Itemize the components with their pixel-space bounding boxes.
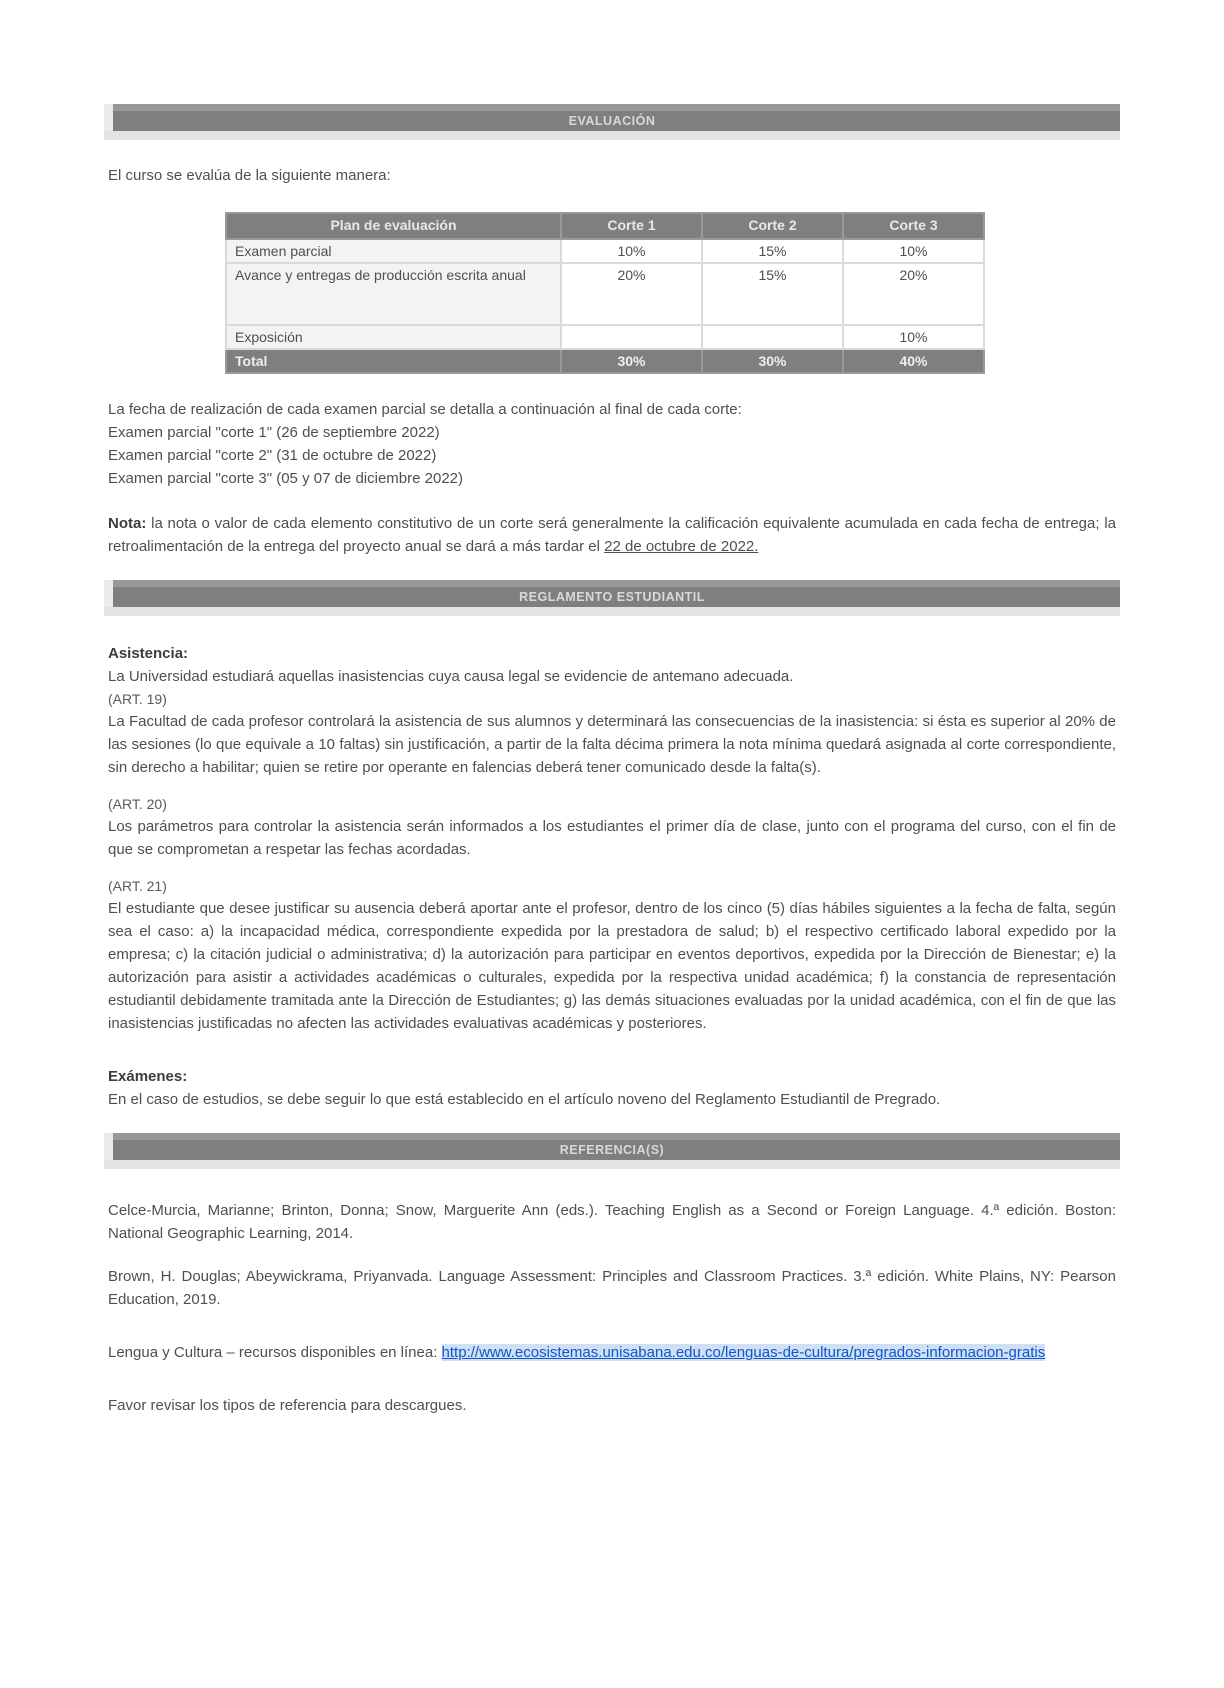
cell-value: 20%: [561, 263, 702, 325]
cell-value: [561, 325, 702, 349]
nota-paragraph: [108, 512, 1116, 558]
nota-highlighted-date: 22 de octubre de 2022.: [604, 538, 759, 555]
col-header-plan: Plan de evaluación: [226, 213, 561, 239]
article-ref: (ART. 20): [108, 796, 167, 812]
section-title-referencias: REFERENCIA(S): [104, 1140, 1120, 1160]
resources-hyperlink[interactable]: http://www.ecosistemas.unisabana.edu.co/lenguas-de-cultura/pregrados-informacion-gratis: [441, 1344, 1046, 1361]
cell-value: 10%: [843, 239, 984, 263]
section-bar-bottom-edge: [104, 131, 1120, 140]
table-row: [226, 239, 984, 263]
total-label: Total: [226, 349, 561, 373]
row-label-avance-entregas: Avance y entregas de producción escrita anual: [226, 263, 561, 325]
total-value-corte1: 30%: [561, 349, 702, 373]
section-bar-bottom-edge: [104, 1160, 1120, 1169]
section-bar-notch: [104, 104, 113, 131]
section-bar-top-edge: [104, 104, 1120, 111]
section-bar-notch: [104, 580, 113, 607]
cell-value: 10%: [843, 325, 984, 349]
nota-label: Nota:: [108, 515, 147, 532]
asistencia-heading: Asistencia:: [108, 645, 189, 662]
row-label-examen-parcial: Examen parcial: [226, 239, 561, 263]
section-bar-top-edge: [104, 1133, 1120, 1140]
document-page: [0, 104, 1224, 1417]
table-row: [226, 325, 984, 349]
article-ref: (ART. 21): [108, 878, 167, 894]
evaluation-table-header-row: [226, 213, 984, 239]
article-text: La Facultad de cada profesor controlará la asistencia de sus alumnos y determinará las consecuencias de la inasistencia: si ésta es superior al 20% de las sesiones (lo que equivale a 10 faltas) sin justificación, a partir de la falta décima primera la nota mínima quedará asignada al corte correspondiente, sin derecho a habilitar; quien se retire por operante en falencias deberá tener comunicado desde la falta(s).: [108, 713, 1116, 776]
cell-value: 10%: [561, 239, 702, 263]
section-header-reglamento: [104, 580, 1120, 616]
cell-value: 20%: [843, 263, 984, 325]
cell-value: [702, 325, 843, 349]
reference-item: Brown, H. Douglas; Abeywickrama, Priyanvada. Language Assessment: Principles and Classroom Practices. 3.ª edición. White Plains, NY: Pearson Education, 2019.: [108, 1268, 1116, 1308]
col-header-corte3: Corte 3: [843, 213, 984, 239]
section-bar-notch: [104, 1133, 113, 1160]
article-text: El estudiante que desee justificar su ausencia deberá aportar ante el profesor, dentro de los cinco (5) días hábiles siguientes a la fecha de falta, según sea el caso: a) la incapacidad médica, correspondiente expedida por la prestadora de salud; b) el respectivo certificado laboral expedido por la empresa; c) la citación judicial o administrativa; d) la autorización para participar en eventos deportivos, expedida por la Dirección de Bienestar; e) la autorización para asistir a actividades académicas o culturales, expedida por la respectiva unidad académica; f) la constancia de representación estudiantil debidamente tramitada ante la Dirección de Estudiantes; g) las demás situaciones evaluadas por la unidad académica, con el fin de que las inasistencias justificadas no afecten las actividades evaluativas académicas y posteriores.: [108, 900, 1116, 1032]
online-resources-line: [108, 1341, 1116, 1364]
section-title-evaluacion: EVALUACIÓN: [104, 111, 1120, 131]
examenes-text: En el caso de estudios, se debe seguir lo que está establecido en el artículo noveno del Reglamento Estudiantil de Pregrado.: [108, 1091, 941, 1108]
section-bar-top-edge: [104, 580, 1120, 587]
col-header-corte1: Corte 1: [561, 213, 702, 239]
table-total-row: [226, 349, 984, 373]
evaluation-table: [225, 212, 985, 374]
article-ref: (ART. 19): [108, 691, 167, 707]
exam-dates-intro: La fecha de realización de cada examen parcial se detalla a continuación al final de cada corte:: [108, 401, 742, 418]
cell-value: 15%: [702, 239, 843, 263]
references-footer-note: Favor revisar los tipos de referencia para descargues.: [108, 1397, 467, 1414]
evaluation-intro-text: El curso se evalúa de la siguiente manera:: [108, 167, 391, 184]
exam-date-item: Examen parcial "corte 3" (05 y 07 de diciembre 2022): [108, 470, 463, 487]
col-header-corte2: Corte 2: [702, 213, 843, 239]
exam-dates-block: [108, 398, 1116, 490]
reference-item: Celce-Murcia, Marianne; Brinton, Donna; Snow, Marguerite Ann (eds.). Teaching English as a Second or Foreign Language. 4.ª edición. Boston: National Geographic Learning, 2014.: [108, 1202, 1116, 1242]
cell-value: 15%: [702, 263, 843, 325]
table-row: [226, 263, 984, 325]
section-title-reglamento: REGLAMENTO ESTUDIANTIL: [104, 587, 1120, 607]
nota-text: la nota o valor de cada elemento constitutivo de un corte será generalmente la calificación equivalente acumulada en cada fecha de entrega; la retroalimentación de la entrega del proyecto anual se dará a más tardar el: [108, 515, 1116, 555]
row-label-exposicion: Exposición: [226, 325, 561, 349]
section-bar-bottom-edge: [104, 607, 1120, 616]
exam-date-item: Examen parcial "corte 1" (26 de septiembre 2022): [108, 424, 440, 441]
exam-date-item: Examen parcial "corte 2" (31 de octubre de 2022): [108, 447, 437, 464]
section-header-evaluacion: [104, 104, 1120, 140]
asistencia-intro: La Universidad estudiará aquellas inasistencias cuya causa legal se evidencie de antemano adecuada.: [108, 668, 794, 685]
article-text: Los parámetros para controlar la asistencia serán informados a los estudiantes el primer día de clase, junto con el programa del curso, con el fin de que se comprometan a respetar las fechas acordadas.: [108, 818, 1116, 858]
total-value-corte2: 30%: [702, 349, 843, 373]
total-value-corte3: 40%: [843, 349, 984, 373]
link-prefix-text: Lengua y Cultura – recursos disponibles en línea:: [108, 1344, 442, 1361]
section-header-referencias: [104, 1133, 1120, 1169]
examenes-heading: Exámenes:: [108, 1068, 188, 1085]
